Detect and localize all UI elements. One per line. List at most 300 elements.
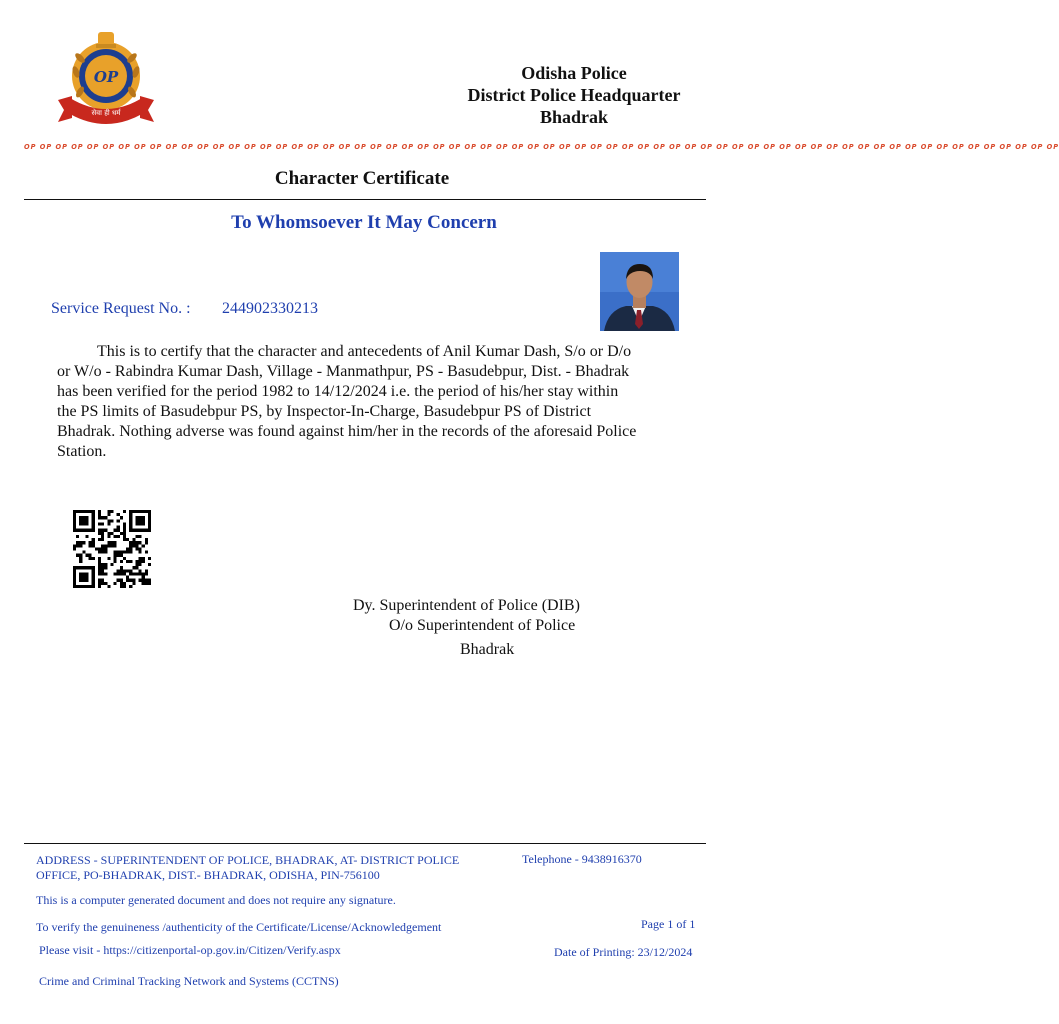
qr-module: [145, 538, 148, 541]
qr-module: [126, 579, 129, 582]
qr-module: [123, 522, 126, 525]
qr-module: [98, 522, 101, 525]
qr-module: [98, 569, 101, 572]
qr-module: [101, 569, 104, 572]
qr-module: [132, 566, 135, 569]
qr-module: [135, 516, 138, 519]
certificate-title: Character Certificate: [274, 168, 450, 189]
qr-module: [82, 576, 85, 579]
qr-module: [92, 522, 95, 525]
qr-module: [73, 513, 76, 516]
qr-module: [126, 576, 129, 579]
qr-module: [89, 554, 92, 557]
qr-module: [139, 551, 142, 554]
qr-module: [73, 585, 76, 588]
qr-module: [139, 557, 142, 560]
qr-module: [79, 519, 82, 522]
qr-module: [89, 529, 92, 532]
emblem-banner-text: सेवा ही धर्म: [91, 109, 121, 117]
certificate-body: [57, 342, 707, 462]
qr-module: [114, 544, 117, 547]
qr-module: [117, 529, 120, 532]
qr-module: [92, 582, 95, 585]
qr-module: [145, 529, 148, 532]
qr-module: [148, 582, 151, 585]
qr-module: [92, 510, 95, 513]
qr-module: [82, 522, 85, 525]
qr-module: [135, 566, 138, 569]
qr-module: [82, 579, 85, 582]
qr-module: [85, 519, 88, 522]
qr-module: [142, 544, 145, 547]
qr-module: [82, 572, 85, 575]
qr-module: [142, 582, 145, 585]
qr-module: [142, 529, 145, 532]
qr-module: [123, 526, 126, 529]
qr-module: [98, 513, 101, 516]
qr-module: [76, 566, 79, 569]
qr-module: [142, 557, 145, 560]
qr-module: [85, 529, 88, 532]
qr-module: [117, 513, 120, 516]
qr-module: [82, 529, 85, 532]
qr-module: [123, 557, 126, 560]
qr-module: [139, 572, 142, 575]
qr-module: [95, 547, 98, 550]
computer-generated-note: This is a computer generated document and does not require any signature.: [36, 893, 396, 907]
qr-module: [79, 544, 82, 547]
qr-module: [76, 510, 79, 513]
address-line-2: OFFICE, PO-BHADRAK, DIST.- BHADRAK, ODISHA, PIN-756100: [36, 868, 380, 882]
qr-module: [139, 529, 142, 532]
qr-module: [114, 554, 117, 557]
qr-module: [126, 551, 129, 554]
qr-module: [135, 541, 138, 544]
qr-module: [135, 572, 138, 575]
qr-module: [85, 516, 88, 519]
qr-module: [148, 579, 151, 582]
qr-module: [101, 566, 104, 569]
qr-module: [117, 569, 120, 572]
qr-module: [79, 579, 82, 582]
qr-module: [142, 510, 145, 513]
qr-module: [82, 516, 85, 519]
qr-module: [126, 547, 129, 550]
qr-module: [92, 557, 95, 560]
qr-module: [123, 585, 126, 588]
qr-module: [73, 522, 76, 525]
qr-module: [139, 547, 142, 550]
qr-module: [73, 579, 76, 582]
qr-module: [107, 535, 110, 538]
qr-module: [114, 560, 117, 563]
qr-module: [98, 510, 101, 513]
qr-module: [73, 510, 76, 513]
qr-module: [107, 522, 110, 525]
qr-module: [120, 582, 123, 585]
qr-module: [114, 529, 117, 532]
qr-module: [85, 535, 88, 538]
qr-module: [89, 557, 92, 560]
signatory-district: Bhadrak: [460, 641, 515, 658]
body-line: Bhadrak. Nothing adverse was found against him/her in the records of the aforesaid Police: [57, 423, 637, 440]
qr-module: [85, 566, 88, 569]
qr-module: [123, 572, 126, 575]
qr-module: [142, 579, 145, 582]
address-line-1: ADDRESS - SUPERINTENDENT OF POLICE, BHADRAK, AT- DISTRICT POLICE: [36, 853, 460, 867]
applicant-photo: [600, 252, 679, 331]
signatory-office: O/o Superintendent of Police: [389, 617, 576, 634]
qr-module: [114, 535, 117, 538]
qr-module: [79, 572, 82, 575]
qr-module: [117, 572, 120, 575]
qr-module: [132, 510, 135, 513]
qr-module: [82, 551, 85, 554]
cctns-label: Crime and Criminal Tracking Network and Systems (CCTNS): [39, 974, 339, 988]
qr-module: [73, 544, 76, 547]
qr-module: [145, 582, 148, 585]
body-line: the PS limits of Basudebpur PS, by Inspector-In-Charge, Basudebpur PS of District: [57, 403, 592, 420]
qr-module: [114, 541, 117, 544]
qr-module: [76, 554, 79, 557]
qr-module: [101, 532, 104, 535]
qr-module: [104, 544, 107, 547]
qr-module: [89, 566, 92, 569]
qr-module: [98, 563, 101, 566]
qr-module: [120, 572, 123, 575]
signatory-designation: Dy. Superintendent of Police (DIB): [353, 597, 580, 614]
issuing-authority: [440, 62, 708, 128]
qr-module: [135, 522, 138, 525]
qr-module: [107, 510, 110, 513]
qr-module: [92, 529, 95, 532]
qr-module: [148, 522, 151, 525]
qr-module: [129, 510, 132, 513]
qr-module: [132, 538, 135, 541]
qr-module: [123, 538, 126, 541]
qr-module: [79, 557, 82, 560]
qr-module: [126, 560, 129, 563]
qr-module: [79, 516, 82, 519]
qr-module: [98, 572, 101, 575]
qr-module: [101, 522, 104, 525]
qr-module: [76, 544, 79, 547]
qr-module: [135, 544, 138, 547]
body-line: Station.: [57, 443, 107, 460]
qr-module: [123, 582, 126, 585]
qr-module: [132, 582, 135, 585]
qr-module: [110, 544, 113, 547]
qr-module: [142, 560, 145, 563]
qr-module: [92, 516, 95, 519]
qr-module: [123, 535, 126, 538]
emblem-initials: OP: [93, 68, 119, 86]
qr-module: [92, 526, 95, 529]
qr-module: [92, 519, 95, 522]
qr-module: [114, 551, 117, 554]
qr-module: [107, 532, 110, 535]
qr-module: [79, 566, 82, 569]
qr-module: [148, 557, 151, 560]
qr-module: [85, 510, 88, 513]
header-line-3: Bhadrak: [539, 107, 609, 127]
qr-module: [89, 585, 92, 588]
qr-module: [142, 572, 145, 575]
qr-module: [148, 529, 151, 532]
qr-module: [120, 569, 123, 572]
qr-module: [117, 526, 120, 529]
qr-module: [139, 510, 142, 513]
qr-module: [73, 576, 76, 579]
qr-module: [129, 551, 132, 554]
qr-module: [120, 516, 123, 519]
qr-module: [85, 554, 88, 557]
qr-module: [73, 566, 76, 569]
qr-module: [123, 551, 126, 554]
qr-module: [73, 572, 76, 575]
qr-module: [135, 529, 138, 532]
qr-module: [101, 547, 104, 550]
qr-module: [135, 535, 138, 538]
qr-module: [148, 526, 151, 529]
qr-module: [101, 582, 104, 585]
qr-module: [126, 538, 129, 541]
qr-module: [142, 519, 145, 522]
qr-module: [117, 554, 120, 557]
qr-module: [110, 563, 113, 566]
op-pattern-strip: OP OP OP OP OP OP OP OP OP OP OP OP OP OP OP OP OP OP OP OP OP OP OP OP OP OP OP OP OP OP OP OP OP OP OP OP OP OP OP OP OP OP OP OP OP OP OP OP OP OP OP OP OP OP OP OP OP OP OP OP OP OP OP OP OP OP: [24, 143, 1059, 151]
qr-module: [129, 544, 132, 547]
telephone: Telephone - 9438916370: [522, 852, 642, 866]
qr-module: [142, 522, 145, 525]
qr-module: [123, 529, 126, 532]
qr-module: [132, 544, 135, 547]
body-line: This is to certify that the character and antecedents of Anil Kumar Dash, S/o or D/o: [57, 343, 632, 360]
qr-module: [120, 566, 123, 569]
qr-module: [142, 576, 145, 579]
qr-module: [129, 560, 132, 563]
qr-module: [92, 513, 95, 516]
qr-module: [114, 582, 117, 585]
qr-module: [98, 551, 101, 554]
qr-module: [85, 522, 88, 525]
qr-module: [117, 579, 120, 582]
qr-module: [76, 529, 79, 532]
qr-module: [76, 585, 79, 588]
body-line: has been verified for the period 1982 to 14/12/2024 i.e. the period of his/her stay within: [57, 383, 619, 400]
verification-qr-code: [73, 510, 151, 588]
qr-module: [107, 513, 110, 516]
qr-module: [129, 522, 132, 525]
qr-module: [123, 569, 126, 572]
qr-module: [148, 513, 151, 516]
verify-url[interactable]: Please visit - https://citizenportal-op.gov.in/Citizen/Verify.aspx: [39, 943, 341, 957]
qr-module: [139, 522, 142, 525]
qr-module: [104, 563, 107, 566]
qr-module: [92, 585, 95, 588]
qr-module: [135, 547, 138, 550]
qr-module: [98, 547, 101, 550]
qr-module: [98, 585, 101, 588]
qr-module: [98, 560, 101, 563]
footer-divider: [24, 843, 706, 844]
qr-module: [129, 569, 132, 572]
odisha-police-emblem: [52, 22, 160, 128]
qr-module: [79, 510, 82, 513]
qr-module: [117, 519, 120, 522]
qr-module: [110, 541, 113, 544]
qr-module: [98, 579, 101, 582]
qr-module: [120, 551, 123, 554]
qr-module: [129, 529, 132, 532]
qr-module: [98, 566, 101, 569]
qr-module: [101, 529, 104, 532]
qr-module: [145, 579, 148, 582]
qr-module: [145, 510, 148, 513]
qr-module: [82, 519, 85, 522]
qr-module: [104, 572, 107, 575]
qr-module: [129, 547, 132, 550]
qr-module: [117, 535, 120, 538]
qr-module: [107, 541, 110, 544]
qr-module: [73, 582, 76, 585]
qr-module: [110, 519, 113, 522]
concern-heading: To Whomsoever It May Concern: [231, 212, 497, 233]
qr-module: [129, 513, 132, 516]
qr-module: [104, 529, 107, 532]
qr-module: [73, 529, 76, 532]
qr-module: [92, 576, 95, 579]
qr-module: [148, 510, 151, 513]
qr-module: [73, 519, 76, 522]
qr-module: [139, 560, 142, 563]
qr-module: [135, 563, 138, 566]
qr-module: [132, 572, 135, 575]
qr-module: [104, 582, 107, 585]
qr-module: [101, 579, 104, 582]
qr-module: [135, 519, 138, 522]
qr-module: [123, 532, 126, 535]
qr-module: [139, 579, 142, 582]
qr-module: [104, 566, 107, 569]
qr-module: [101, 535, 104, 538]
qr-module: [142, 516, 145, 519]
qr-module: [114, 557, 117, 560]
qr-module: [79, 541, 82, 544]
qr-module: [101, 516, 104, 519]
qr-module: [107, 519, 110, 522]
qr-module: [145, 572, 148, 575]
header-line-2: District Police Headquarter: [467, 85, 681, 105]
qr-module: [104, 547, 107, 550]
qr-module: [129, 572, 132, 575]
qr-module: [129, 541, 132, 544]
title-divider: [24, 199, 706, 200]
qr-module: [101, 572, 104, 575]
qr-module: [79, 560, 82, 563]
qr-module: [98, 529, 101, 532]
qr-module: [148, 519, 151, 522]
qr-module: [79, 529, 82, 532]
qr-module: [98, 582, 101, 585]
qr-module: [76, 535, 79, 538]
qr-module: [123, 510, 126, 513]
qr-module: [148, 563, 151, 566]
qr-module: [92, 544, 95, 547]
qr-module: [107, 557, 110, 560]
qr-module: [98, 532, 101, 535]
qr-module: [92, 579, 95, 582]
qr-module: [139, 541, 142, 544]
print-date: Date of Printing: 23/12/2024: [554, 945, 693, 959]
qr-module: [129, 585, 132, 588]
qr-module: [107, 585, 110, 588]
qr-module: [120, 532, 123, 535]
qr-module: [129, 516, 132, 519]
qr-module: [132, 529, 135, 532]
qr-module: [82, 541, 85, 544]
qr-module: [85, 572, 88, 575]
qr-module: [85, 585, 88, 588]
qr-module: [85, 576, 88, 579]
qr-module: [92, 569, 95, 572]
qr-module: [73, 547, 76, 550]
qr-module: [82, 585, 85, 588]
qr-module: [73, 569, 76, 572]
qr-module: [120, 560, 123, 563]
qr-module: [135, 560, 138, 563]
header-line-1: Odisha Police: [521, 63, 627, 83]
qr-module: [148, 516, 151, 519]
qr-module: [114, 572, 117, 575]
qr-module: [98, 516, 101, 519]
qr-module: [129, 526, 132, 529]
qr-module: [104, 516, 107, 519]
qr-module: [92, 572, 95, 575]
qr-module: [73, 526, 76, 529]
qr-module: [139, 516, 142, 519]
qr-module: [98, 538, 101, 541]
qr-module: [139, 563, 142, 566]
qr-module: [101, 544, 104, 547]
qr-module: [110, 510, 113, 513]
qr-module: [145, 541, 148, 544]
qr-module: [145, 569, 148, 572]
qr-module: [110, 532, 113, 535]
qr-module: [89, 544, 92, 547]
qr-module: [101, 538, 104, 541]
qr-module: [129, 519, 132, 522]
qr-module: [139, 519, 142, 522]
qr-module: [82, 566, 85, 569]
qr-module: [126, 569, 129, 572]
qr-module: [135, 510, 138, 513]
qr-module: [79, 554, 82, 557]
qr-module: [132, 541, 135, 544]
qr-module: [92, 566, 95, 569]
qr-module: [107, 544, 110, 547]
qr-module: [73, 516, 76, 519]
service-request-label: Service Request No. :: [51, 300, 191, 317]
page-number: Page 1 of 1: [641, 917, 696, 931]
qr-module: [120, 554, 123, 557]
qr-module: [104, 551, 107, 554]
qr-module: [92, 538, 95, 541]
qr-module: [79, 585, 82, 588]
qr-module: [129, 579, 132, 582]
qr-module: [89, 510, 92, 513]
verify-instruction: To verify the genuineness /authenticity of the Certificate/License/Acknowledgement: [36, 920, 442, 934]
